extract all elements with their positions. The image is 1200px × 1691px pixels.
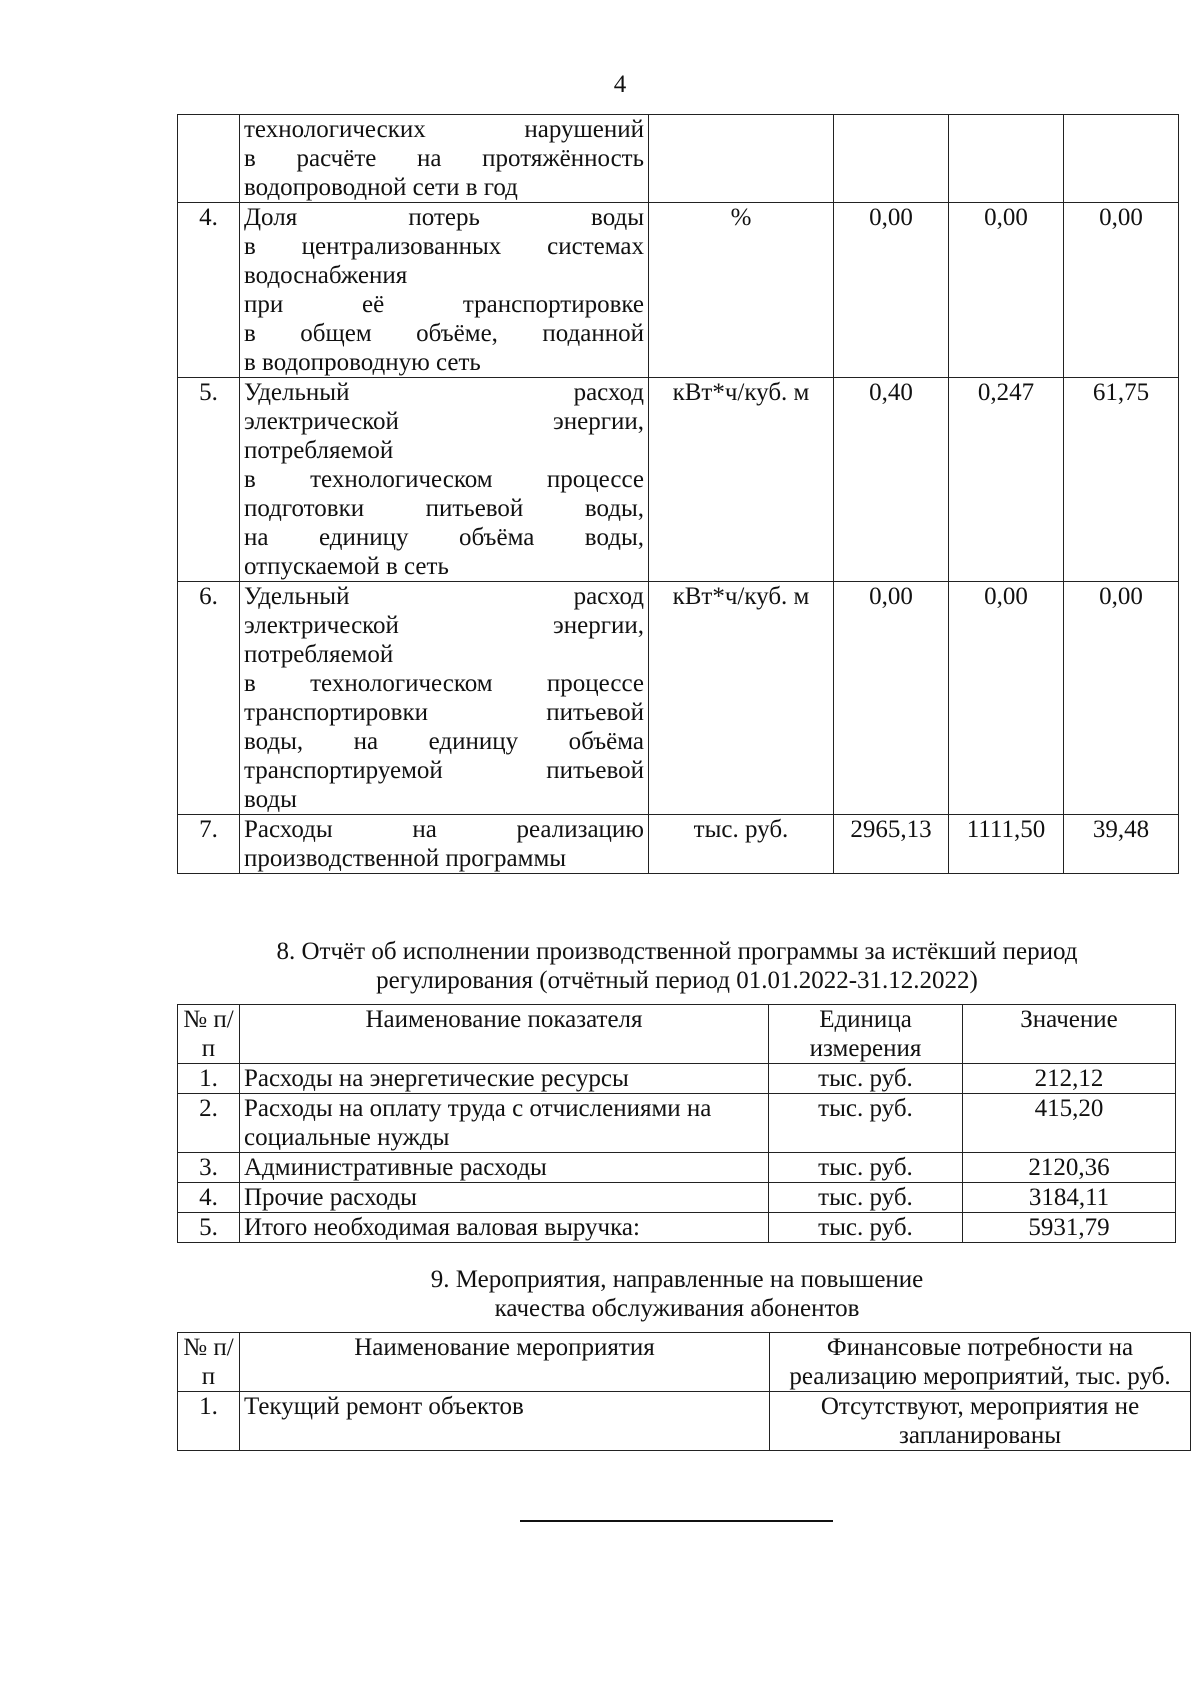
- col-header-fin: Финансовые потребности на реализацию мероприятий, тыс. руб.: [770, 1333, 1191, 1392]
- indicator-name-line: в водопроводную сеть: [244, 349, 481, 376]
- value-cell: 0,40: [834, 378, 949, 582]
- indicator-name-line: электрической энергии,: [244, 408, 644, 435]
- indicator-name: [240, 582, 649, 815]
- indicator-name-line: потребляемой: [244, 437, 394, 464]
- unit-cell: тыс. руб.: [769, 1153, 963, 1183]
- col-header-name: Наименование показателя: [240, 1005, 769, 1064]
- indicator-name: Итого необходимая валовая выручка:: [240, 1213, 769, 1243]
- row-number: 6.: [178, 582, 240, 815]
- row-number: [178, 115, 240, 203]
- section-9-title: [177, 1265, 1177, 1323]
- value-cell: 61,75: [1064, 378, 1179, 582]
- table-row: [178, 1094, 1176, 1153]
- table-header-row: [178, 1333, 1191, 1392]
- row-number: 4.: [178, 203, 240, 378]
- indicators-table: [177, 114, 1179, 874]
- indicator-name-line: Расходы на реализацию: [244, 816, 644, 843]
- section-8-title-line: 8. Отчёт об исполнении производственной программы за истёкший период: [276, 938, 1078, 965]
- table-row: [178, 582, 1179, 815]
- unit-cell: тыс. руб.: [649, 815, 834, 874]
- col-header-num: № п/п: [178, 1333, 240, 1392]
- unit-cell: тыс. руб.: [769, 1213, 963, 1243]
- value-cell: 5931,79: [963, 1213, 1176, 1243]
- table-row: [178, 378, 1179, 582]
- indicator-name-line: Доля потерь воды: [244, 204, 644, 231]
- value-cell: 0,00: [949, 582, 1064, 815]
- value-cell: 3184,11: [963, 1183, 1176, 1213]
- table-row: [178, 1392, 1191, 1451]
- value-cell: 0,00: [1064, 203, 1179, 378]
- unit-cell: тыс. руб.: [769, 1064, 963, 1094]
- section-9-title-line: 9. Мероприятия, направленные на повышение: [430, 1266, 924, 1293]
- table-row: [178, 1183, 1176, 1213]
- table-row: [178, 1213, 1176, 1243]
- indicator-name-line: в технологическом процессе: [244, 466, 644, 493]
- indicator-name-line: на единицу объёма воды,: [244, 524, 644, 551]
- section-8-title-line: регулирования (отчётный период 01.01.2022-31.12.2022): [376, 967, 978, 994]
- row-number: 1.: [178, 1392, 240, 1451]
- indicator-name-line: подготовки питьевой воды,: [244, 495, 644, 522]
- indicator-name: [240, 115, 649, 203]
- value-cell: [1064, 115, 1179, 203]
- table-row: [178, 1153, 1176, 1183]
- value-cell: 212,12: [963, 1064, 1176, 1094]
- closing-rule: [520, 1520, 833, 1522]
- indicator-name-line: транспортируемой питьевой: [244, 757, 644, 784]
- indicator-name: Прочие расходы: [240, 1183, 769, 1213]
- indicator-name-line: производственной программы: [244, 845, 567, 872]
- row-number: 5.: [178, 378, 240, 582]
- col-header-num: № п/п: [178, 1005, 240, 1064]
- row-number: 7.: [178, 815, 240, 874]
- measures-table: [177, 1332, 1191, 1451]
- unit-cell: кВт*ч/куб. м: [649, 582, 834, 815]
- value-cell: 0,247: [949, 378, 1064, 582]
- indicator-name: Расходы на оплату труда с отчислениями на социальные нужды: [240, 1094, 769, 1153]
- indicator-name-line: при её транспортировке: [244, 291, 644, 318]
- unit-cell: [649, 115, 834, 203]
- indicator-name-line: водоснабжения: [244, 262, 408, 289]
- value-cell: [949, 115, 1064, 203]
- indicator-name-line: в технологическом процессе: [244, 670, 644, 697]
- indicator-name-line: в расчёте на протяжённость: [244, 145, 644, 172]
- indicator-name-line: потребляемой: [244, 641, 394, 668]
- table-row: [178, 1064, 1176, 1094]
- unit-cell: %: [649, 203, 834, 378]
- value-cell: 0,00: [834, 203, 949, 378]
- value-cell: 0,00: [1064, 582, 1179, 815]
- value-cell: 0,00: [834, 582, 949, 815]
- value-cell: 415,20: [963, 1094, 1176, 1153]
- indicator-name-line: воды: [244, 786, 297, 813]
- table-row: [178, 203, 1179, 378]
- value-cell: [834, 115, 949, 203]
- indicator-name: Расходы на энергетические ресурсы: [240, 1064, 769, 1094]
- section-9-title-line: качества обслуживания абонентов: [494, 1295, 860, 1322]
- indicator-name-line: воды, на единицу объёма: [244, 728, 644, 755]
- table-row: [178, 115, 1179, 203]
- indicator-name: [240, 203, 649, 378]
- indicator-name-line: Удельный расход: [244, 583, 644, 610]
- unit-cell: тыс. руб.: [769, 1094, 963, 1153]
- measure-name: Текущий ремонт объектов: [240, 1392, 770, 1451]
- row-number: 1.: [178, 1064, 240, 1094]
- row-number: 4.: [178, 1183, 240, 1213]
- row-number: 5.: [178, 1213, 240, 1243]
- indicator-name-line: Удельный расход: [244, 379, 644, 406]
- indicator-name-line: в централизованных системах: [244, 233, 644, 260]
- indicator-name: [240, 815, 649, 874]
- value-cell: 0,00: [949, 203, 1064, 378]
- report-table: [177, 1004, 1176, 1243]
- indicator-name-line: в общем объёме, поданной: [244, 320, 644, 347]
- value-cell: 39,48: [1064, 815, 1179, 874]
- table-row: [178, 815, 1179, 874]
- indicator-name-line: транспортировки питьевой: [244, 699, 644, 726]
- indicator-name-line: отпускаемой в сеть: [244, 553, 449, 580]
- value-cell: 2965,13: [834, 815, 949, 874]
- indicator-name-line: технологических нарушений: [244, 116, 644, 143]
- row-number: 3.: [178, 1153, 240, 1183]
- col-header-unit: Единица измерения: [769, 1005, 963, 1064]
- unit-cell: тыс. руб.: [769, 1183, 963, 1213]
- indicator-name: Административные расходы: [240, 1153, 769, 1183]
- indicator-name: [240, 378, 649, 582]
- funding-cell: Отсутствуют, мероприятия не запланированы: [770, 1392, 1191, 1451]
- indicator-name-line: электрической энергии,: [244, 612, 644, 639]
- section-8-title: [177, 937, 1177, 995]
- indicator-name-line: водопроводной сети в год: [244, 174, 518, 201]
- unit-cell: кВт*ч/куб. м: [649, 378, 834, 582]
- col-header-value: Значение: [963, 1005, 1176, 1064]
- table-header-row: [178, 1005, 1176, 1064]
- page-number: 4: [613, 71, 627, 98]
- col-header-name: Наименование мероприятия: [240, 1333, 770, 1392]
- row-number: 2.: [178, 1094, 240, 1153]
- value-cell: 1111,50: [949, 815, 1064, 874]
- value-cell: 2120,36: [963, 1153, 1176, 1183]
